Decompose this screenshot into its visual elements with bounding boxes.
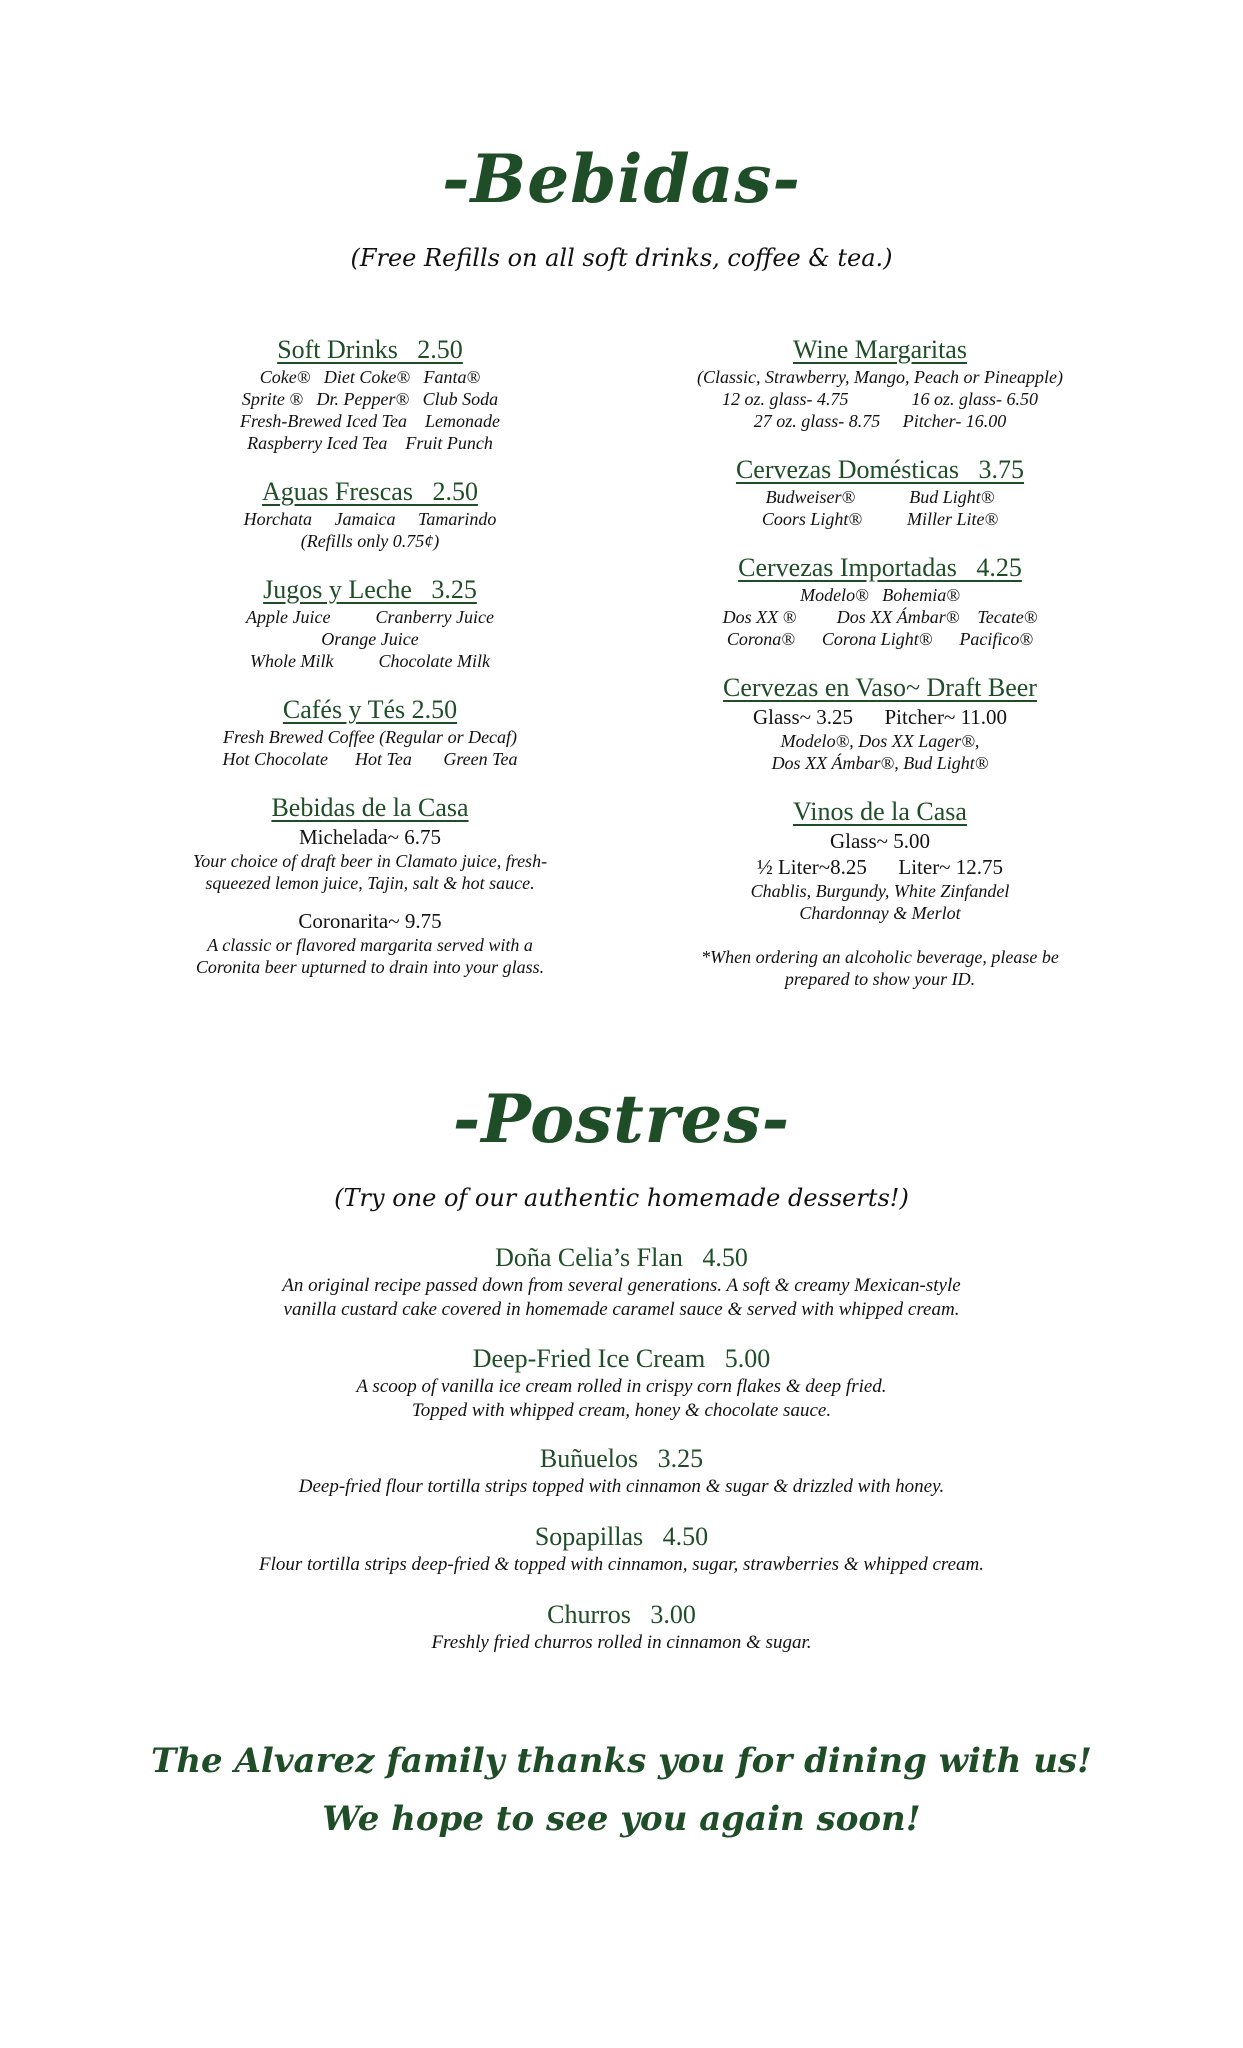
item-line: Budweiser® Bud Light®	[765, 487, 995, 507]
closing-line: The Alvarez family thanks you for dining with us!	[151, 1741, 1092, 1781]
item-line: Coke® Diet Coke® Fanta®	[259, 367, 481, 387]
item-line: Chablis, Burgundy, White Zinfandel	[750, 881, 1010, 901]
dessert-item	[0, 1443, 1243, 1499]
dessert-name: Churros 3.00	[547, 1600, 696, 1629]
item-line: Dos XX Ámbar®, Bud Light®	[771, 753, 989, 773]
wine-liter-price: ½ Liter~8.25 Liter~ 12.75	[756, 855, 1004, 879]
dessert-desc: vanilla custard cake covered in homemade caramel sauce & served with whipped cream.	[283, 1299, 960, 1320]
item-line: Chardonnay & Merlot	[799, 903, 961, 923]
item-line: (Refills only 0.75¢)	[300, 531, 440, 551]
section-heading: Cervezas en Vaso~ Draft Beer	[723, 673, 1037, 702]
item-line: Orange Juice	[321, 629, 419, 649]
menu-section-casa	[130, 792, 610, 978]
dessert-item	[0, 1242, 1243, 1322]
item-line: Apple Juice Cranberry Juice	[246, 607, 494, 627]
menu-section	[660, 454, 1100, 530]
section-heading: Aguas Frescas 2.50	[262, 477, 478, 506]
id-note	[660, 946, 1100, 990]
item-line: Fresh Brewed Coffee (Regular or Decaf)	[222, 727, 518, 747]
wine-glass-price: Glass~ 5.00	[829, 829, 931, 853]
item-line: Hot Chocolate Hot Tea Green Tea	[222, 749, 518, 769]
item-line: Raspberry Iced Tea Fruit Punch	[247, 433, 493, 453]
right-drinks-column	[660, 334, 1100, 1012]
dessert-desc: Flour tortilla strips deep-fried & topped with cinnamon, sugar, strawberries & whipped cream.	[259, 1554, 984, 1575]
item-line: Whole Milk Chocolate Milk	[250, 651, 490, 671]
item-line: Sprite ® Dr. Pepper® Club Soda	[241, 389, 499, 409]
item-line: 12 oz. glass- 4.75 16 oz. glass- 6.50	[721, 389, 1039, 409]
dessert-desc: A scoop of vanilla ice cream rolled in crispy corn flakes & deep fried.	[356, 1376, 887, 1397]
item-line: Modelo®, Dos XX Lager®,	[780, 731, 980, 751]
menu-section	[130, 694, 610, 770]
menu-section	[130, 334, 610, 454]
section-heading: Cafés y Tés 2.50	[282, 695, 458, 724]
dessert-item	[0, 1599, 1243, 1655]
dessert-desc: An original recipe passed down from several generations. A soft & creamy Mexican-style	[282, 1275, 961, 1296]
menu-section	[130, 476, 610, 552]
dessert-desc: Topped with whipped cream, honey & chocolate sauce.	[411, 1400, 832, 1421]
section-heading: Jugos y Leche 3.25	[263, 575, 477, 604]
menu-section	[660, 334, 1100, 432]
dessert-item	[0, 1521, 1243, 1577]
item-line: Dos XX ® Dos XX Ámbar® Tecate®	[722, 607, 1038, 627]
section-heading: Cervezas Importadas 4.25	[738, 553, 1022, 582]
item-line: 27 oz. glass- 8.75 Pitcher- 16.00	[753, 411, 1007, 431]
item-line: Corona® Corona Light® Pacifico®	[726, 629, 1034, 649]
section-heading: Cervezas Domésticas 3.75	[735, 455, 1025, 484]
item-line: Coronita beer upturned to drain into your glass.	[195, 957, 545, 977]
menu-section	[660, 552, 1100, 650]
note-line: prepared to show your ID.	[784, 969, 976, 989]
menu-section-vinos	[660, 796, 1100, 924]
closing-message	[0, 1732, 1243, 1848]
section-heading: Wine Margaritas	[793, 335, 967, 364]
item-line: squeezed lemon juice, Tajin, salt & hot sauce.	[205, 873, 535, 893]
dessert-name: Sopapillas 4.50	[534, 1522, 709, 1551]
note-line: *When ordering an alcoholic beverage, please be	[701, 947, 1059, 967]
item-line: Horchata Jamaica Tamarindo	[243, 509, 497, 529]
menu-section-vaso	[660, 672, 1100, 774]
michelada-name: Michelada~ 6.75	[299, 825, 441, 849]
item-line: Fresh-Brewed Iced Tea Lemonade	[240, 411, 500, 431]
dessert-desc: Freshly fried churros rolled in cinnamon & sugar.	[431, 1632, 812, 1653]
dessert-name: Deep-Fried Ice Cream 5.00	[472, 1344, 771, 1373]
item-line: Your choice of draft beer in Clamato juice, fresh-	[192, 851, 548, 871]
bebidas-title: -Bebidas-	[442, 140, 801, 218]
menu-section	[130, 574, 610, 672]
item-line: Coors Light® Miller Lite®	[761, 509, 999, 529]
section-heading: Bebidas de la Casa	[271, 793, 469, 822]
item-line: (Classic, Strawberry, Mango, Peach or Pineapple)	[697, 367, 1063, 387]
section-heading: Vinos de la Casa	[793, 797, 967, 826]
coronarita-name: Coronarita~ 9.75	[298, 909, 442, 933]
dessert-item	[0, 1343, 1243, 1423]
dessert-name: Doña Celia’s Flan 4.50	[495, 1243, 748, 1272]
postres-subtitle: (Try one of our authentic homemade desserts!)	[334, 1184, 909, 1212]
left-drinks-column	[130, 334, 610, 1000]
dessert-name: Buñuelos 3.25	[539, 1444, 704, 1473]
bebidas-subtitle: (Free Refills on all soft drinks, coffee & tea.)	[350, 244, 893, 272]
section-heading: Soft Drinks 2.50	[277, 335, 463, 364]
postres-title: -Postres-	[452, 1080, 791, 1158]
draft-prices: Glass~ 3.25 Pitcher~ 11.00	[752, 705, 1008, 729]
item-line: Modelo® Bohemia®	[800, 585, 960, 605]
closing-line: We hope to see you again soon!	[322, 1799, 921, 1839]
item-line: A classic or flavored margarita served with a	[207, 935, 533, 955]
dessert-desc: Deep-fried flour tortilla strips topped with cinnamon & sugar & drizzled with honey.	[298, 1476, 945, 1497]
